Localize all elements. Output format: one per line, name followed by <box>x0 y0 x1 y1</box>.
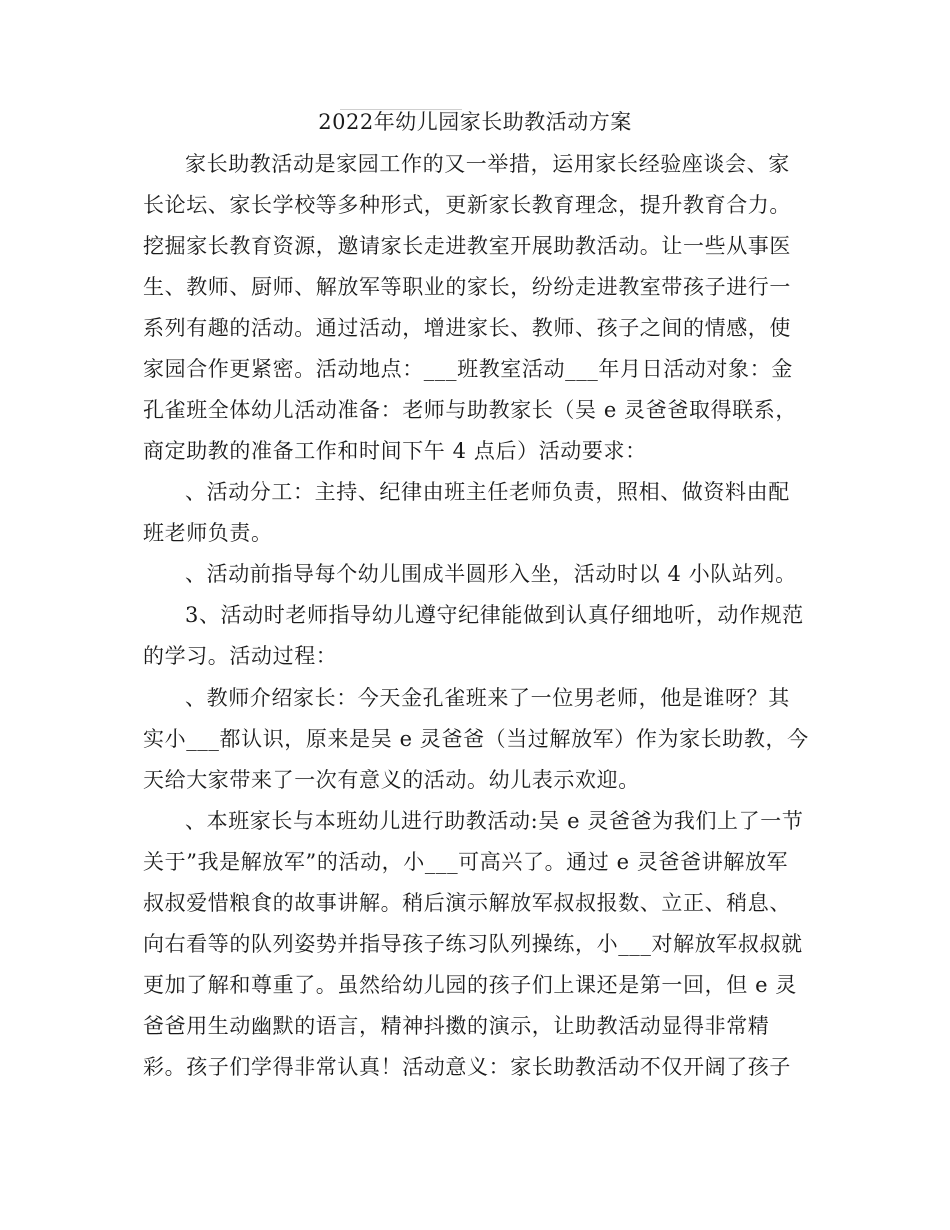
text-line: 、活动前指导每个幼儿围成半圆形入坐，活动时以 4 小队站列。 <box>185 562 797 586</box>
text-line: 叔叔爱惜粮食的故事讲解。稍后演示解放军叔叔报数、立正、稍息、 <box>143 891 791 915</box>
text-line: 彩。孩子们学得非常认真！活动意义：家长助教活动不仅开阔了孩子 <box>143 1055 791 1079</box>
text-line: 班老师负责。 <box>143 521 273 545</box>
text-line: 商定助教的准备工作和时间下午 4 点后）活动要求： <box>143 439 647 463</box>
text-line: 、本班家长与本班幼儿进行助教活动:吴 e 灵爸爸为我们上了一节 <box>185 809 804 833</box>
text-line: 的学习。活动过程： <box>143 644 338 668</box>
text-line: 家长助教活动是家园工作的又一举措，运用家长经验座谈会、家 <box>185 152 790 176</box>
text-line: 挖掘家长教育资源，邀请家长走进教室开展助教活动。让一些从事医 <box>143 234 791 258</box>
page-title: 2022年幼儿园家长助教活动方案 <box>318 110 632 134</box>
text-line: 向右看等的队列姿势并指导孩子练习队列操练，小___对解放军叔叔就 <box>143 932 803 956</box>
text-line: 、教师介绍家长：今天金孔雀班来了一位男老师，他是谁呀？其 <box>185 686 790 710</box>
text-line: 关于”我是解放军”的活动，小___可高兴了。通过 e 灵爸爸讲解放军 <box>143 850 789 874</box>
text-line: 孔雀班全体幼儿活动准备：老师与助教家长（吴 e 灵爸爸取得联系， <box>143 398 797 422</box>
text-line: 天给大家带来了一次有意义的活动。幼儿表示欢迎。 <box>143 768 640 792</box>
text-line: 更加了解和尊重了。虽然给幼儿园的孩子们上课还是第一回，但 e 灵 <box>143 973 797 997</box>
text-line: 系列有趣的活动。通过活动，增进家长、教师、孩子之间的情感，使 <box>143 316 791 340</box>
text-line: 实小___都认识，原来是吴 e 灵爸爸（当过解放军）作为家长助教，今 <box>143 727 809 751</box>
text-line: 生、教师、厨师、解放军等职业的家长，纷纷走进教室带孩子进行一 <box>143 275 791 299</box>
text-line: 长论坛、家长学校等多种形式，更新家长教育理念，提升教育合力。 <box>143 193 791 217</box>
text-line: 家园合作更紧密。活动地点：___班教室活动___年月日活动对象：金 <box>143 357 793 381</box>
text-line: 、活动分工：主持、纪律由班主任老师负责，照相、做资料由配 <box>185 480 790 504</box>
text-line: 爸爸用生动幽默的语言，精神抖擞的演示，让助教活动显得非常精 <box>143 1014 770 1038</box>
text-line: 3、活动时老师指导幼儿遵守纪律能做到认真仔细地听，动作规范 <box>185 603 804 627</box>
